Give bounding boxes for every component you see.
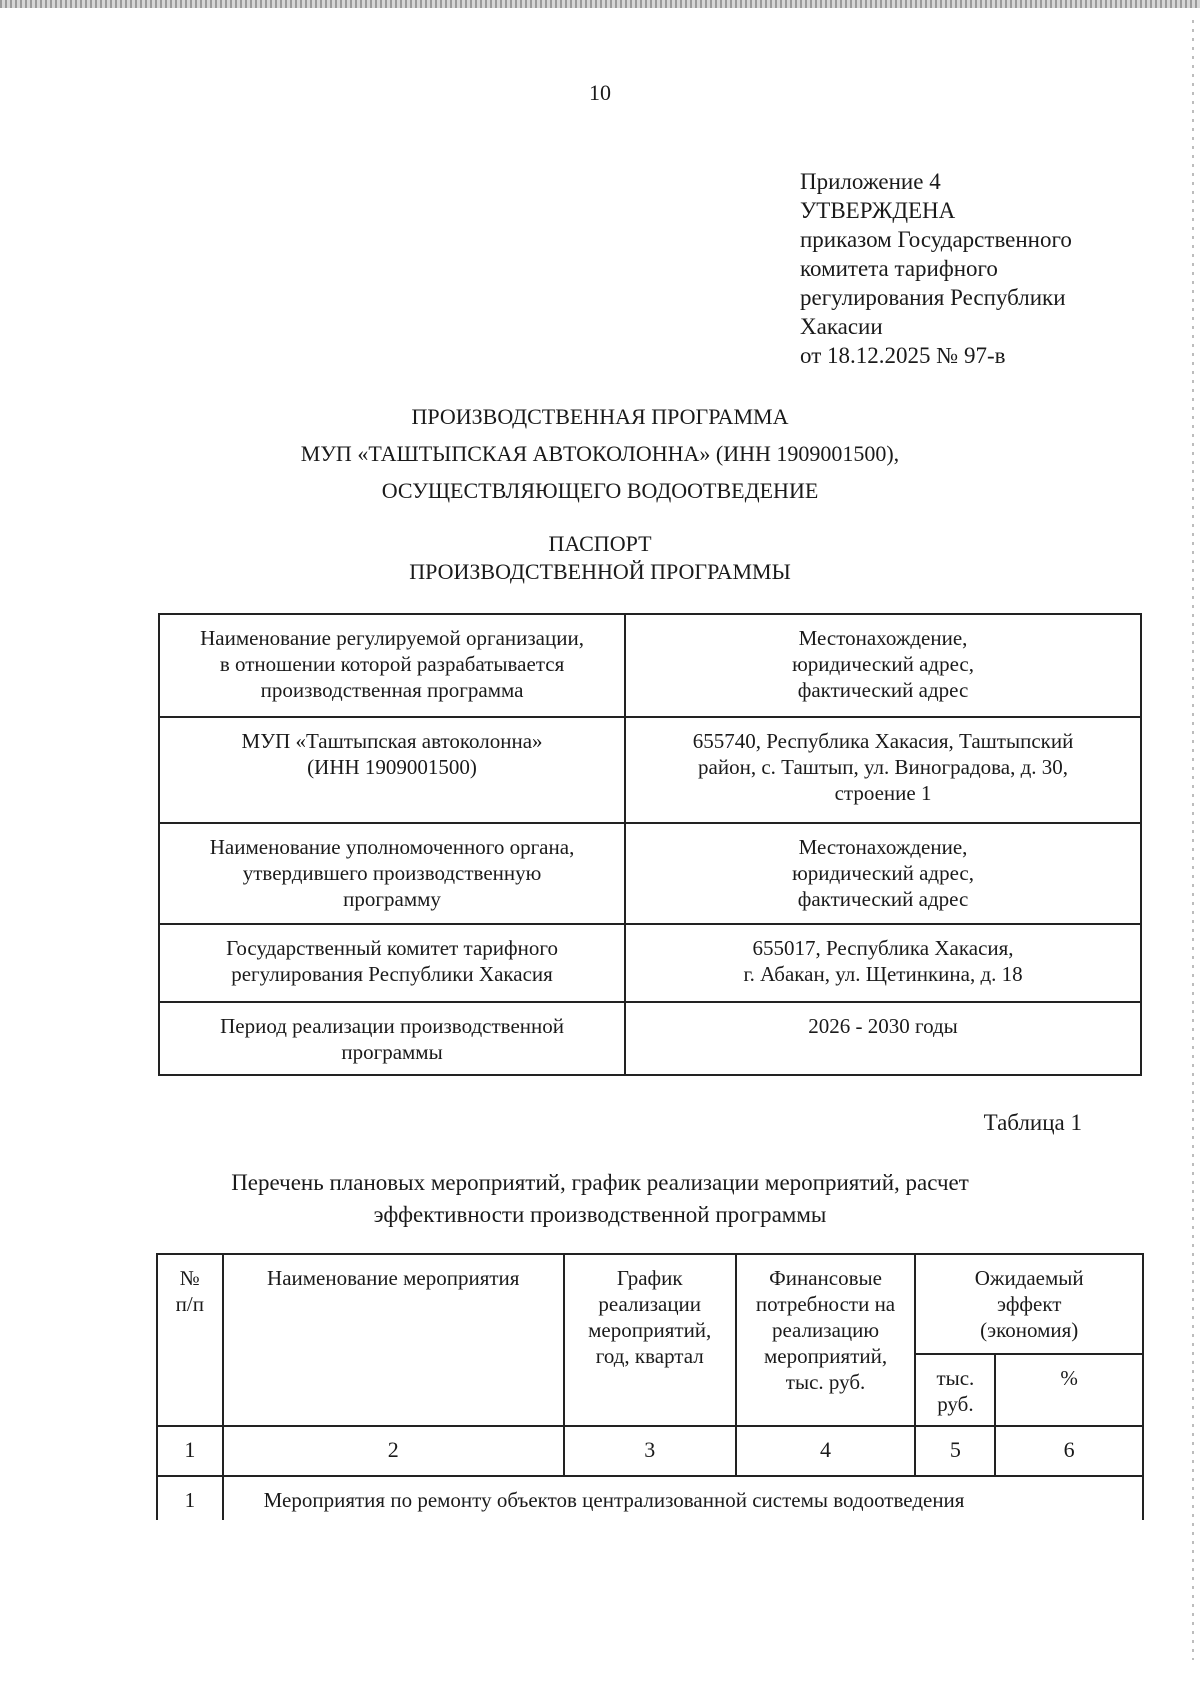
cell-line: 2026 - 2030 годы [808,1014,958,1038]
approval-line: регулирования Республики [800,285,1066,310]
cell-line: мероприятий, [763,1344,888,1368]
column-number: 3 [564,1426,736,1476]
cell-line: № [179,1266,200,1290]
cell-line: Финансовые [769,1266,882,1290]
cell-line: Государственный комитет тарифного [226,936,558,960]
cell-line: утвердившего производственную [242,861,542,885]
cell-line: строение 1 [834,781,932,805]
approval-line: Хакасии [800,314,883,339]
cell-line: Период реализации производственной [220,1014,564,1038]
passport-row [159,1002,1141,1075]
column-number: 2 [223,1426,564,1476]
table1-label: Таблица 1 [983,1110,1082,1135]
cell-line: тыс. руб. [785,1370,866,1394]
cell-line: (ИНН 1909001500) [307,755,477,779]
cell-line: Местонахождение, [798,835,968,859]
passport-row [159,614,1141,717]
passport-cell-left [159,823,625,924]
passport-cell-right [625,924,1141,1002]
cell-line: район, с. Таштып, ул. Виноградова, д. 30, [698,755,1069,779]
passport-cell-left [159,717,625,823]
passport-cell-left [159,924,625,1002]
cell-line: производственная программа [260,678,524,702]
column-number: 6 [995,1426,1143,1476]
cell-line: График [616,1266,683,1290]
passport-row [159,823,1141,924]
passport-cell-left [159,1002,625,1075]
table1-title-line: эффективности производственной программы [373,1202,827,1227]
cell-line: регулирования Республики Хакасия [231,962,553,986]
cell-line: реализации [598,1292,702,1316]
cell-line: Ожидаемый [974,1266,1084,1290]
cell-line: реализацию [771,1318,880,1342]
column-number: 5 [915,1426,995,1476]
section-row [157,1476,1143,1520]
passport-row [159,924,1141,1002]
passport-title-line: ПАСПОРТ [548,531,652,556]
header-schedule [564,1254,736,1426]
scan-top-edge [0,0,1200,8]
cell-line: юридический адрес, [792,861,974,885]
program-title-line: МУП «ТАШТЫПСКАЯ АВТОКОЛОННА» (ИНН 1909001500), [300,441,900,466]
cell-line: юридический адрес, [792,652,974,676]
header-effect-pct [995,1354,1143,1426]
approval-line: Приложение 4 [800,169,941,194]
cell-line: год, квартал [595,1344,704,1368]
section-num: 1 [157,1476,223,1520]
cell-line: потребности на [755,1292,896,1316]
column-number: 4 [736,1426,916,1476]
page-number: 10 [589,80,611,105]
program-title-line: ПРОИЗВОДСТВЕННАЯ ПРОГРАММА [411,404,789,429]
cell-line: п/п [175,1292,204,1316]
header-effect [915,1254,1143,1354]
events-header-row [157,1254,1143,1354]
approval-line: УТВЕРЖДЕНА [800,198,956,223]
table1-title-line: Перечень плановых мероприятий, график реализации мероприятий, расчет [231,1170,969,1195]
cell-line: 655740, Республика Хакасия, Таштыпский [692,729,1074,753]
approval-block [800,167,1072,370]
cell-line: 655017, Республика Хакасия, [752,936,1014,960]
cell-line: Наименование мероприятия [267,1266,520,1290]
approval-line: комитета тарифного [800,256,998,281]
cell-line: МУП «Таштыпская автоколонна» [241,729,543,753]
cell-line: фактический адрес [797,678,969,702]
cell-line: эффект [997,1292,1062,1316]
column-number: 1 [157,1426,223,1476]
cell-line: (экономия) [980,1318,1079,1342]
scan-right-edge [1192,20,1194,1660]
header-name [223,1254,564,1426]
passport-title-line: ПРОИЗВОДСТВЕННОЙ ПРОГРАММЫ [409,559,791,584]
passport-cell-right [625,614,1141,717]
approval-line: от 18.12.2025 № 97-в [800,343,1006,368]
cell-line: в отношении которой разрабатывается [219,652,565,676]
program-title [0,398,1200,509]
cell-line: руб. [937,1392,974,1416]
passport-cell-right [625,823,1141,924]
passport-cell-right [625,1002,1141,1075]
cell-line: фактический адрес [797,887,969,911]
section-title: Мероприятия по ремонту объектов централизованной системы водоотведения [223,1476,1143,1520]
cell-line: мероприятий, [588,1318,712,1342]
program-title-line: ОСУЩЕСТВЛЯЮЩЕГО ВОДООТВЕДЕНИЕ [381,478,819,503]
cell-line: Наименование уполномоченного органа, [209,835,575,859]
passport-cell-right [625,717,1141,823]
cell-line: г. Абакан, ул. Щетинкина, д. 18 [743,962,1023,986]
passport-table [158,613,1142,1076]
events-table [156,1253,1144,1520]
cell-line: программу [343,887,441,911]
table1-title [0,1167,1200,1231]
passport-row [159,717,1141,823]
passport-title [0,530,1200,586]
cell-line: Наименование регулируемой организации, [200,626,584,650]
cell-line: программы [341,1040,443,1064]
column-numbers-row [157,1426,1143,1476]
header-finance [736,1254,916,1426]
header-num [157,1254,223,1426]
approval-line: приказом Государственного [800,227,1072,252]
header-effect-rub [915,1354,995,1426]
cell-line: Местонахождение, [798,626,968,650]
cell-line: тыс. [936,1366,975,1390]
cell-line: % [1060,1366,1078,1390]
passport-cell-left [159,614,625,717]
